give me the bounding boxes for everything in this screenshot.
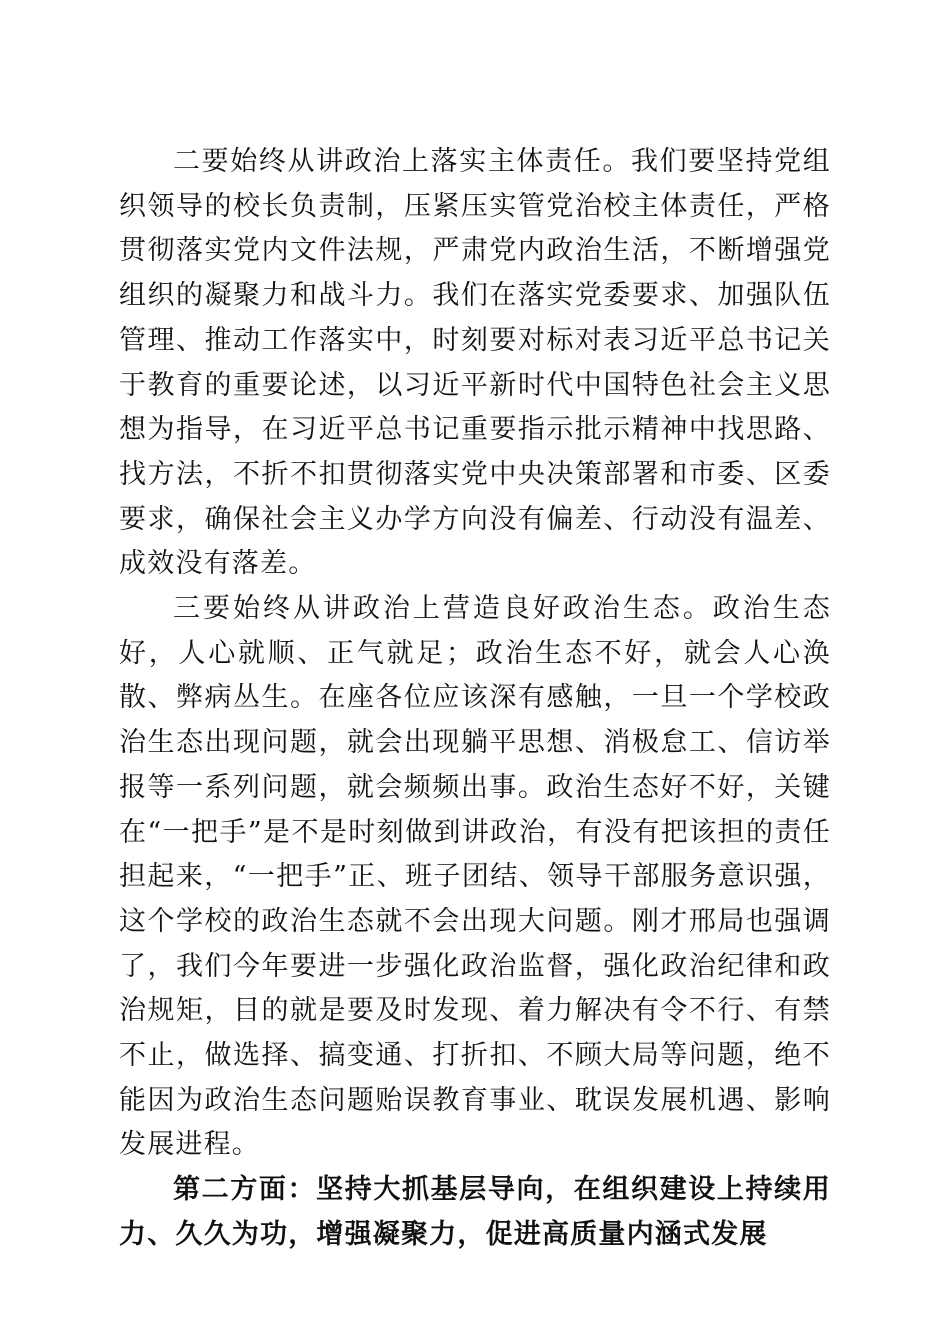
paragraph-political-ecology: 三要始终从讲政治上营造良好政治生态。政治生态好，人心就顺、正气就足；政治生态不好，就会人心涣散、弊病丛生。在座各位应该深有感触，一旦一个学校政治生态出现问题，就会出现躺平思想、消极怠工、信访举报等一系列问题，就会频频出事。政治生态好不好，关键在“一把手”是不是时刻做到讲政治，有没有把该担的责任担起来，“一把手”正、班子团结、领导干部服务意识强，这个学校的政治生态就不会出现大问题。刚才邢局也强调了，我们今年要进一步强化政治监督，强化政治纪律和政治规矩，目的就是要及时发现、着力解决有令不行、有禁不止，做选择、搞变通、打折扣、不顾大局等问题，绝不能因为政治生态问题贻误教育事业、耽误发展机遇、影响发展进程。 [119,593,831,1161]
paragraph-political-responsibility: 二要始终从讲政治上落实主体责任。我们要坚持党组织领导的校长负责制，压紧压实管党治校主体责任，严格贯彻落实党内文件法规，严肃党内政治生活，不断增强党组织的凝聚力和战斗力。我们在落实党委要求、加强队伍管理、推动工作落实中，时刻要对标对表习近平总书记关于教育的重要论述，以习近平新时代中国特色社会主义思想为指导，在习近平总书记重要指示批示精神中找思路、找方法，不折不扣贯彻落实党中央决策部署和市委、区委要求，确保社会主义办学方向没有偏差、行动没有温差、成效没有落差。 [119,146,831,580]
document-body [119,140,831,1258]
section-heading: 第二方面：坚持大抓基层导向，在组织建设上持续用力、久久为功，增强凝聚力，促进高质量内涵式发展 [119,1174,831,1250]
